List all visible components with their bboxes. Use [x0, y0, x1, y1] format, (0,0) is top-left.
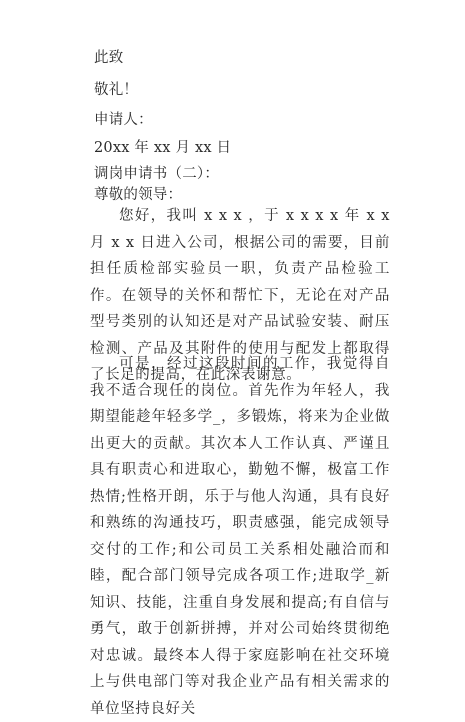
- paragraph-2: 可是，经过这段时间的工作，我觉得自我不适合现任的岗位。首先作为年轻人，我期望能趁年轻多学_，多锻炼，将来为企业做出更大的贡献。其次本人工作认真、严谨且具有职责心和进取心，勤勉不懈，极富工作热情;性格开朗，乐于与他人沟通，具有良好和熟练的沟通技巧，职责感强，能完成领导交付的工作;和公司员工关系相处融洽而和睦，配合部门领导完成各项工作;进取学_新知识、技能，注重自身发展和提高;有自信与勇气，敢于创新拼搏，并对公司始终贯彻绝对忠诚。最终本人得于家庭影响在社交环境上与供电部门等对我企业产品有相关需求的单位坚持良好关: [90, 356, 390, 717]
- salutation: 尊敬的领导：: [94, 187, 183, 203]
- section-title: 调岗申请书（二）：: [94, 166, 220, 182]
- closing-ci-zhi: 此致: [94, 50, 124, 66]
- closing-jing-li: 敬礼！: [94, 82, 139, 98]
- date-line: 20xx 年 xx 月 xx 日: [94, 140, 232, 156]
- paragraph-1: 您好，我叫 x x x ，于 x x x x 年 x x 月 x x 日进入公司，根据公司的需要，目前担任质检部实验员一职，负责产品检验工作。在领导的关怀和帮忙下，无论在对产品型号类别的认知还是对产品试验安装、耐压检测、产品及其附件的使用与配发上都取得了长足的提高，在此深表谢意。: [90, 208, 390, 383]
- applicant-label: 申请人：: [94, 112, 153, 128]
